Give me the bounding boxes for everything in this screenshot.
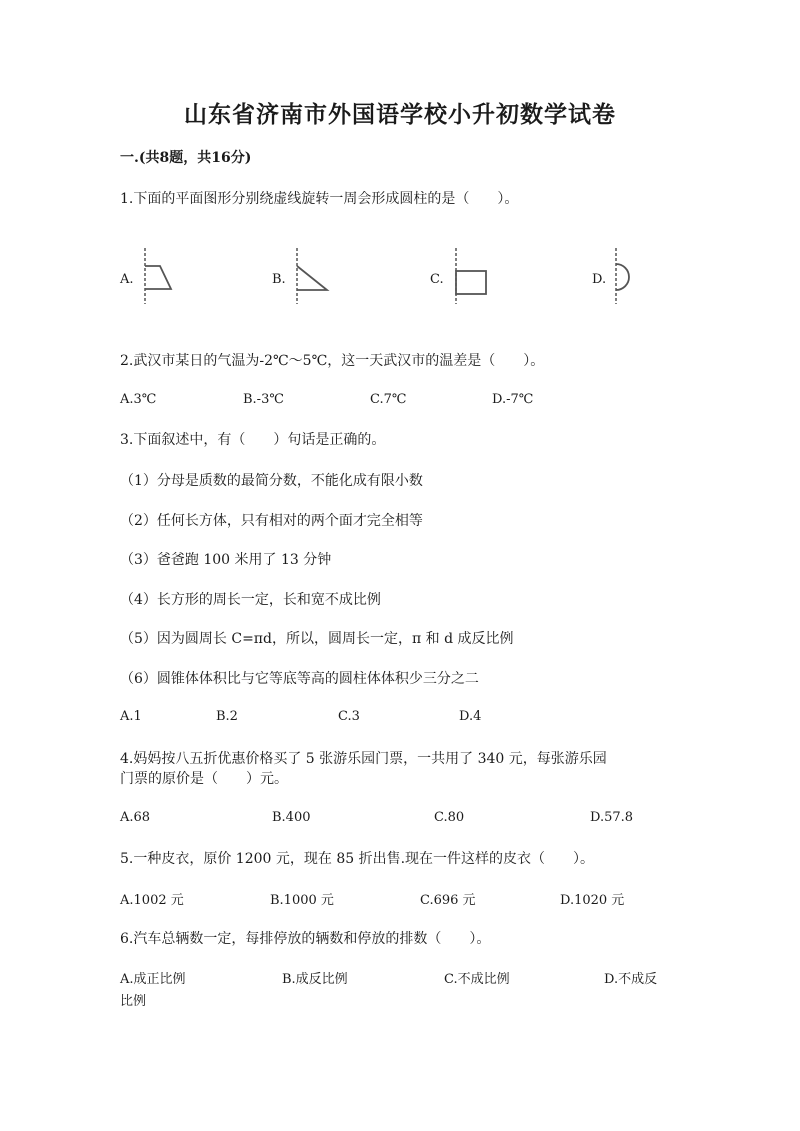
q6-option-d: D.不成反 — [604, 972, 658, 987]
q3-statement: （4）长方形的周长一定，长和宽不成比例 — [120, 592, 381, 608]
q1-option-c-label: C. — [430, 272, 444, 287]
q2-option-a: A.3℃ — [120, 392, 157, 407]
q5-option-c: C.696 元 — [420, 893, 476, 908]
q2-option-b: B.-3℃ — [243, 392, 284, 407]
q4-option-d: D.57.8 — [590, 810, 634, 825]
q4-option-b: B.400 — [272, 810, 311, 825]
q1-figure-d-semicircle — [606, 246, 646, 306]
q6-option-b: B.成反比例 — [282, 972, 348, 987]
question-5-text: 5.一种皮衣，原价 1200 元，现在 85 折出售.现在一件这样的皮衣（ ）。 — [120, 851, 595, 867]
q2-option-c: C.7℃ — [370, 392, 407, 407]
question-3-text: 3.下面叙述中，有（ ）句话是正确的。 — [120, 432, 386, 448]
q5-option-a: A.1002 元 — [120, 893, 184, 908]
q1-figure-b-triangle — [290, 246, 334, 306]
q1-option-a-label: A. — [120, 272, 134, 287]
question-4-text-line-2: 门票的原价是（ ）元。 — [120, 771, 288, 787]
q4-option-c: C.80 — [434, 810, 465, 825]
q3-option-a: A.1 — [120, 709, 142, 724]
q1-option-d-label: D. — [592, 272, 607, 287]
q4-option-a: A.68 — [120, 810, 151, 825]
q6-option-c: C.不成比例 — [444, 972, 510, 987]
q3-option-c: C.3 — [338, 709, 360, 724]
q5-option-d: D.1020 元 — [560, 893, 625, 908]
q1-option-b-label: B. — [272, 272, 286, 287]
question-4-text-line-1: 4.妈妈按八五折优惠价格买了 5 张游乐园门票，一共用了 340 元，每张游乐园 — [120, 751, 607, 767]
question-2-text: 2.武汉市某日的气温为-2℃～5℃，这一天武汉市的温差是（ ）。 — [120, 353, 545, 369]
question-6-text: 6.汽车总辆数一定，每排停放的辆数和停放的排数（ ）。 — [120, 931, 491, 947]
q3-option-d: D.4 — [459, 709, 482, 724]
q5-option-b: B.1000 元 — [270, 893, 334, 908]
q3-option-b: B.2 — [216, 709, 238, 724]
q3-statement: （3）爸爸跑 100 米用了 13 分钟 — [120, 552, 332, 568]
q3-statement: （1）分母是质数的最简分数，不能化成有限小数 — [120, 473, 423, 489]
q2-option-d: D.-7℃ — [492, 392, 534, 407]
section-heading: 一.(共8题，共16分) — [120, 150, 252, 166]
page-title: 山东省济南市外国语学校小升初数学试卷 — [184, 101, 616, 128]
q1-figure-c-rectangle — [449, 246, 493, 306]
q3-statement: （5）因为圆周长 C=πd，所以，圆周长一定，π 和 d 成反比例 — [120, 631, 514, 647]
question-1-text: 1.下面的平面图形分别绕虚线旋转一周会形成圆柱的是（ ）。 — [120, 191, 519, 207]
q3-statement: （6）圆锥体体积比与它等底等高的圆柱体体积少三分之二 — [120, 671, 479, 687]
q6-option-d-continued: 比例 — [120, 994, 147, 1009]
q1-figure-a-trapezoid — [138, 246, 178, 306]
q3-statement: （2）任何长方体，只有相对的两个面才完全相等 — [120, 513, 423, 529]
q6-option-a: A.成正比例 — [120, 972, 186, 987]
